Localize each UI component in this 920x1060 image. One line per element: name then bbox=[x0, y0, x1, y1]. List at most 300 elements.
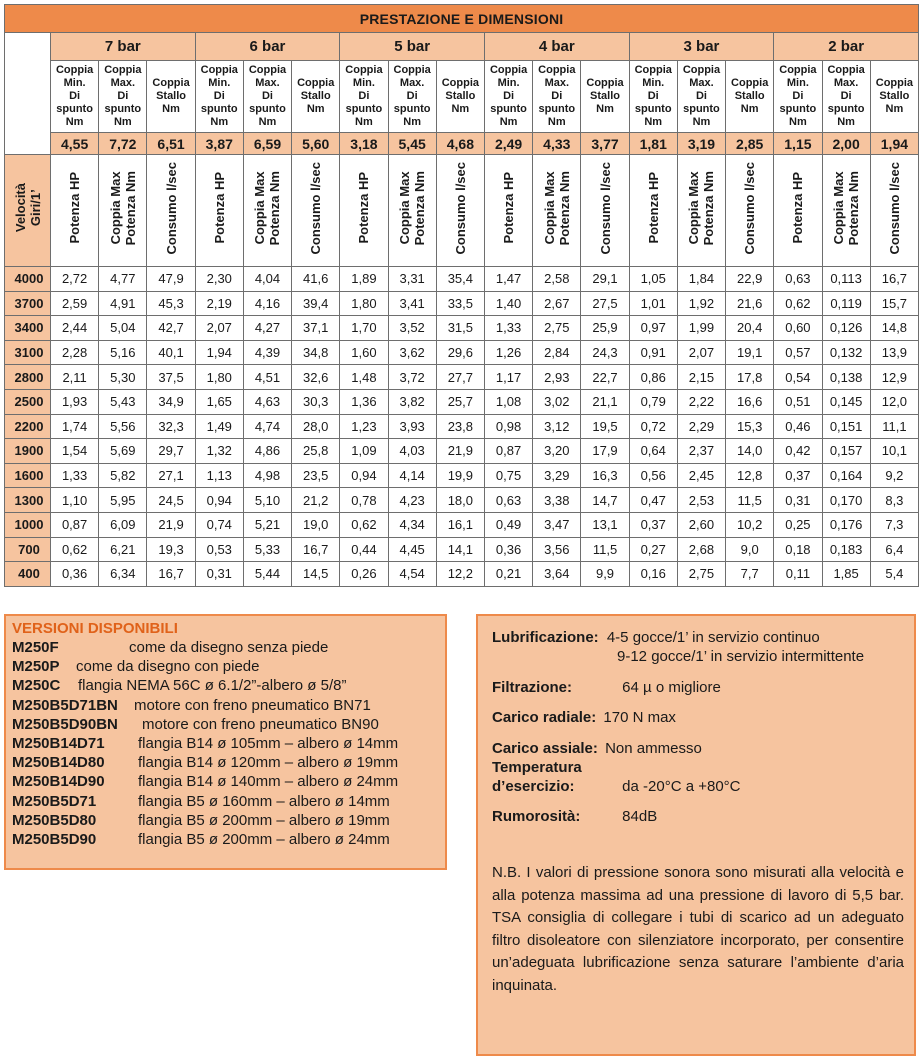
version-code: M250B14D90 bbox=[12, 773, 105, 791]
table-row bbox=[5, 389, 919, 414]
torque-label-header: Coppia Stallo Nm bbox=[436, 61, 484, 133]
column-header-text: Potenza HP bbox=[211, 172, 227, 244]
column-header bbox=[581, 155, 629, 267]
spec-value-carico-radiale: 170 N max bbox=[603, 709, 676, 726]
table-cell: 7,3 bbox=[870, 512, 918, 537]
table-cell: 1,92 bbox=[677, 291, 725, 316]
version-description: flangia NEMA 56C ø 6.1/2”-albero ø 5/8” bbox=[78, 677, 347, 695]
speed-value: 3400 bbox=[5, 316, 51, 341]
table-cell: 2,93 bbox=[533, 365, 581, 390]
table-cell: 11,5 bbox=[726, 488, 774, 513]
table-row bbox=[5, 316, 919, 341]
version-item bbox=[12, 676, 439, 695]
version-description: flangia B5 ø 200mm – albero ø 24mm bbox=[138, 831, 390, 849]
table-cell: 3,52 bbox=[388, 316, 436, 341]
table-cell: 31,5 bbox=[436, 316, 484, 341]
table-cell: 1,80 bbox=[195, 365, 243, 390]
table-cell: 0,63 bbox=[484, 488, 532, 513]
table-cell: 0,53 bbox=[195, 537, 243, 562]
table-cell: 19,0 bbox=[292, 512, 340, 537]
table-cell: 11,1 bbox=[870, 414, 918, 439]
spec-value-lubrificazione-continuo: 4-5 gocce/1’ in servizio continuo bbox=[606, 629, 820, 646]
table-cell: 1,09 bbox=[340, 439, 388, 464]
version-item bbox=[12, 811, 439, 830]
table-cell: 29,7 bbox=[147, 439, 195, 464]
column-header bbox=[484, 155, 532, 267]
table-cell: 19,9 bbox=[436, 463, 484, 488]
table-cell: 42,7 bbox=[147, 316, 195, 341]
table-cell: 0,145 bbox=[822, 389, 870, 414]
column-header bbox=[243, 155, 291, 267]
performance-table bbox=[4, 4, 919, 587]
table-cell: 1,84 bbox=[677, 267, 725, 292]
table-cell: 0,62 bbox=[51, 537, 99, 562]
table-cell: 13,1 bbox=[581, 512, 629, 537]
table-cell: 1,60 bbox=[340, 340, 388, 365]
table-cell: 30,3 bbox=[292, 389, 340, 414]
table-cell: 24,3 bbox=[581, 340, 629, 365]
table-cell: 0,25 bbox=[774, 512, 822, 537]
torque-value: 6,51 bbox=[147, 133, 195, 155]
torque-value: 2,49 bbox=[484, 133, 532, 155]
table-cell: 0,36 bbox=[484, 537, 532, 562]
table-cell: 0,31 bbox=[195, 562, 243, 587]
table-cell: 1,08 bbox=[484, 389, 532, 414]
table-cell: 1,26 bbox=[484, 340, 532, 365]
speed-value: 2200 bbox=[5, 414, 51, 439]
table-cell: 25,8 bbox=[292, 439, 340, 464]
column-header bbox=[195, 155, 243, 267]
table-cell: 29,1 bbox=[581, 267, 629, 292]
table-row bbox=[5, 512, 919, 537]
version-code: M250B5D71 bbox=[12, 792, 97, 810]
table-cell: 5,69 bbox=[99, 439, 147, 464]
version-code: M250B5D90BN bbox=[12, 715, 118, 733]
table-cell: 3,82 bbox=[388, 389, 436, 414]
table-cell: 1,48 bbox=[340, 365, 388, 390]
version-item bbox=[12, 715, 439, 734]
torque-value: 6,59 bbox=[243, 133, 291, 155]
version-description: motore con freno pneumatico BN71 bbox=[134, 696, 371, 714]
table-cell: 13,9 bbox=[870, 340, 918, 365]
table-cell: 0,91 bbox=[629, 340, 677, 365]
table-cell: 5,21 bbox=[243, 512, 291, 537]
table-cell: 4,45 bbox=[388, 537, 436, 562]
column-header bbox=[99, 155, 147, 267]
table-cell: 3,02 bbox=[533, 389, 581, 414]
table-cell: 1,93 bbox=[51, 389, 99, 414]
speed-value: 1600 bbox=[5, 463, 51, 488]
column-header bbox=[822, 155, 870, 267]
spec-label-lubrificazione: Lubrificazione: bbox=[492, 629, 599, 646]
table-cell: 1,49 bbox=[195, 414, 243, 439]
table-cell: 23,5 bbox=[292, 463, 340, 488]
table-cell: 4,98 bbox=[243, 463, 291, 488]
column-header-row bbox=[5, 155, 919, 267]
table-cell: 1,05 bbox=[629, 267, 677, 292]
table-cell: 23,8 bbox=[436, 414, 484, 439]
table-cell: 4,39 bbox=[243, 340, 291, 365]
table-cell: 0,64 bbox=[629, 439, 677, 464]
table-cell: 6,21 bbox=[99, 537, 147, 562]
table-cell: 2,60 bbox=[677, 512, 725, 537]
table-cell: 47,9 bbox=[147, 267, 195, 292]
table-cell: 1,54 bbox=[51, 439, 99, 464]
table-cell: 1,89 bbox=[340, 267, 388, 292]
table-row bbox=[5, 488, 919, 513]
table-cell: 5,4 bbox=[870, 562, 918, 587]
speed-header-text: Velocità Giri/1’ bbox=[12, 183, 43, 233]
pressure-header: 5 bar bbox=[340, 33, 485, 61]
table-cell: 1,85 bbox=[822, 562, 870, 587]
column-header-text: Coppia Max Potenza Nm bbox=[541, 170, 572, 246]
torque-label-header: Coppia Min. Di spunto Nm bbox=[340, 61, 388, 133]
table-cell: 4,03 bbox=[388, 439, 436, 464]
column-header-text: Coppia Max Potenza Nm bbox=[686, 170, 717, 246]
column-header-text: Potenza HP bbox=[645, 172, 661, 244]
spec-carico-radiale bbox=[492, 708, 900, 727]
table-cell: 3,62 bbox=[388, 340, 436, 365]
table-cell: 1,13 bbox=[195, 463, 243, 488]
table-cell: 3,72 bbox=[388, 365, 436, 390]
torque-label-header: Coppia Stallo Nm bbox=[870, 61, 918, 133]
table-cell: 17,8 bbox=[726, 365, 774, 390]
table-cell: 2,68 bbox=[677, 537, 725, 562]
table-cell: 0,75 bbox=[484, 463, 532, 488]
table-cell: 0,57 bbox=[774, 340, 822, 365]
table-cell: 0,42 bbox=[774, 439, 822, 464]
table-row bbox=[5, 291, 919, 316]
table-cell: 14,7 bbox=[581, 488, 629, 513]
version-code: M250B5D90 bbox=[12, 831, 97, 849]
table-cell: 0,49 bbox=[484, 512, 532, 537]
version-code: M250B5D80 bbox=[12, 811, 97, 829]
table-row bbox=[5, 439, 919, 464]
speed-value: 3100 bbox=[5, 340, 51, 365]
torque-label-header: Coppia Max. Di spunto Nm bbox=[822, 61, 870, 133]
spec-value-lubrificazione-intermittente: 9-12 gocce/1’ in servizio intermittente bbox=[617, 648, 865, 665]
torque-value: 3,77 bbox=[581, 133, 629, 155]
table-cell: 5,82 bbox=[99, 463, 147, 488]
table-cell: 0,27 bbox=[629, 537, 677, 562]
table-cell: 5,33 bbox=[243, 537, 291, 562]
torque-label-header: Coppia Min. Di spunto Nm bbox=[484, 61, 532, 133]
version-description: come da disegno senza piede bbox=[129, 639, 329, 656]
table-cell: 39,4 bbox=[292, 291, 340, 316]
torque-value: 5,45 bbox=[388, 133, 436, 155]
version-description: flangia B5 ø 160mm – albero ø 14mm bbox=[138, 792, 390, 810]
table-row bbox=[5, 340, 919, 365]
title-row bbox=[5, 5, 919, 33]
table-row bbox=[5, 414, 919, 439]
table-cell: 21,9 bbox=[147, 512, 195, 537]
version-item bbox=[12, 638, 439, 657]
table-cell: 0,62 bbox=[340, 512, 388, 537]
column-header-text: Consumo l/sec bbox=[308, 161, 324, 255]
torque-value: 4,33 bbox=[533, 133, 581, 155]
table-cell: 27,1 bbox=[147, 463, 195, 488]
table-cell: 2,44 bbox=[51, 316, 99, 341]
table-cell: 35,4 bbox=[436, 267, 484, 292]
table-cell: 3,29 bbox=[533, 463, 581, 488]
table-cell: 5,43 bbox=[99, 389, 147, 414]
table-cell: 9,0 bbox=[726, 537, 774, 562]
table-cell: 1,10 bbox=[51, 488, 99, 513]
torque-value: 2,85 bbox=[726, 133, 774, 155]
table-cell: 0,46 bbox=[774, 414, 822, 439]
table-cell: 16,7 bbox=[147, 562, 195, 587]
table-cell: 0,62 bbox=[774, 291, 822, 316]
column-header bbox=[51, 155, 99, 267]
table-cell: 1,40 bbox=[484, 291, 532, 316]
version-description: flangia B14 ø 140mm – albero ø 24mm bbox=[138, 773, 399, 791]
torque-value: 5,60 bbox=[292, 133, 340, 155]
table-cell: 15,7 bbox=[870, 291, 918, 316]
version-code: M250P bbox=[12, 658, 60, 676]
specs-box bbox=[476, 614, 916, 1056]
table-cell: 25,7 bbox=[436, 389, 484, 414]
table-cell: 34,8 bbox=[292, 340, 340, 365]
table-cell: 4,91 bbox=[99, 291, 147, 316]
pressure-header: 6 bar bbox=[195, 33, 340, 61]
speed-value: 400 bbox=[5, 562, 51, 587]
table-cell: 2,67 bbox=[533, 291, 581, 316]
table-cell: 0,21 bbox=[484, 562, 532, 587]
table-row bbox=[5, 562, 919, 587]
spec-label-rumorosita: Rumorosità: bbox=[492, 808, 581, 825]
torque-label-header: Coppia Max. Di spunto Nm bbox=[243, 61, 291, 133]
table-cell: 4,27 bbox=[243, 316, 291, 341]
column-header bbox=[629, 155, 677, 267]
table-cell: 16,7 bbox=[870, 267, 918, 292]
table-cell: 0,94 bbox=[340, 463, 388, 488]
table-cell: 17,9 bbox=[581, 439, 629, 464]
table-cell: 0,151 bbox=[822, 414, 870, 439]
column-header bbox=[533, 155, 581, 267]
torque-label-header: Coppia Max. Di spunto Nm bbox=[388, 61, 436, 133]
table-cell: 32,3 bbox=[147, 414, 195, 439]
column-header bbox=[340, 155, 388, 267]
spec-temperatura-line2 bbox=[492, 777, 900, 796]
table-cell: 6,09 bbox=[99, 512, 147, 537]
table-cell: 0,60 bbox=[774, 316, 822, 341]
table-cell: 4,63 bbox=[243, 389, 291, 414]
pressure-row bbox=[5, 33, 919, 61]
table-cell: 32,6 bbox=[292, 365, 340, 390]
table-cell: 5,56 bbox=[99, 414, 147, 439]
table-cell: 16,3 bbox=[581, 463, 629, 488]
table-cell: 0,51 bbox=[774, 389, 822, 414]
table-cell: 1,32 bbox=[195, 439, 243, 464]
torque-value: 3,18 bbox=[340, 133, 388, 155]
speed-value: 700 bbox=[5, 537, 51, 562]
torque-value: 1,15 bbox=[774, 133, 822, 155]
table-cell: 21,6 bbox=[726, 291, 774, 316]
column-header bbox=[870, 155, 918, 267]
table-cell: 2,07 bbox=[195, 316, 243, 341]
spec-label-carico-radiale: Carico radiale: bbox=[492, 709, 597, 726]
table-cell: 0,31 bbox=[774, 488, 822, 513]
table-cell: 0,78 bbox=[340, 488, 388, 513]
speed-value: 1900 bbox=[5, 439, 51, 464]
versions-title: VERSIONI DISPONIBILI bbox=[12, 620, 178, 637]
speed-value: 4000 bbox=[5, 267, 51, 292]
speed-value: 1000 bbox=[5, 512, 51, 537]
version-description: motore con freno pneumatico BN90 bbox=[142, 715, 379, 733]
table-cell: 3,64 bbox=[533, 562, 581, 587]
table-cell: 18,0 bbox=[436, 488, 484, 513]
table-cell: 3,41 bbox=[388, 291, 436, 316]
table-cell: 22,7 bbox=[581, 365, 629, 390]
column-header-text: Potenza HP bbox=[790, 172, 806, 244]
table-cell: 5,95 bbox=[99, 488, 147, 513]
version-item bbox=[12, 657, 439, 676]
spec-filtrazione bbox=[492, 678, 900, 697]
table-cell: 4,23 bbox=[388, 488, 436, 513]
table-title: PRESTAZIONE E DIMENSIONI bbox=[5, 5, 919, 33]
spec-carico-assiale bbox=[492, 739, 900, 758]
spec-label-carico-assiale: Carico assiale: bbox=[492, 740, 598, 757]
column-header-text: Coppia Max Potenza Nm bbox=[397, 170, 428, 246]
table-cell: 2,72 bbox=[51, 267, 99, 292]
table-cell: 33,5 bbox=[436, 291, 484, 316]
table-cell: 3,56 bbox=[533, 537, 581, 562]
torque-label-header: Coppia Min. Di spunto Nm bbox=[195, 61, 243, 133]
table-cell: 14,8 bbox=[870, 316, 918, 341]
table-cell: 0,94 bbox=[195, 488, 243, 513]
pressure-header: 3 bar bbox=[629, 33, 774, 61]
table-cell: 15,3 bbox=[726, 414, 774, 439]
table-cell: 7,7 bbox=[726, 562, 774, 587]
torque-value: 1,94 bbox=[870, 133, 918, 155]
table-cell: 1,94 bbox=[195, 340, 243, 365]
torque-label-row bbox=[5, 61, 919, 133]
table-cell: 0,126 bbox=[822, 316, 870, 341]
table-cell: 0,157 bbox=[822, 439, 870, 464]
version-code: M250B14D71 bbox=[12, 735, 105, 753]
column-header bbox=[726, 155, 774, 267]
table-cell: 21,2 bbox=[292, 488, 340, 513]
version-item bbox=[12, 734, 439, 753]
torque-value: 2,00 bbox=[822, 133, 870, 155]
table-cell: 0,16 bbox=[629, 562, 677, 587]
table-cell: 24,5 bbox=[147, 488, 195, 513]
table-cell: 0,37 bbox=[629, 512, 677, 537]
table-cell: 9,2 bbox=[870, 463, 918, 488]
table-cell: 1,33 bbox=[484, 316, 532, 341]
table-cell: 0,47 bbox=[629, 488, 677, 513]
table-cell: 4,16 bbox=[243, 291, 291, 316]
torque-label-header: Coppia Min. Di spunto Nm bbox=[51, 61, 99, 133]
table-cell: 5,04 bbox=[99, 316, 147, 341]
table-cell: 3,47 bbox=[533, 512, 581, 537]
spec-temperatura bbox=[492, 758, 900, 777]
table-cell: 3,38 bbox=[533, 488, 581, 513]
column-header-text: Potenza HP bbox=[356, 172, 372, 244]
spec-value-filtrazione: 64 µ o migliore bbox=[622, 679, 721, 696]
table-cell: 40,1 bbox=[147, 340, 195, 365]
table-cell: 21,1 bbox=[581, 389, 629, 414]
table-cell: 0,37 bbox=[774, 463, 822, 488]
column-header-text: Potenza HP bbox=[501, 172, 517, 244]
table-cell: 1,01 bbox=[629, 291, 677, 316]
table-cell: 4,14 bbox=[388, 463, 436, 488]
spec-value-rumorosita: 84dB bbox=[622, 808, 658, 825]
table-cell: 14,1 bbox=[436, 537, 484, 562]
table-cell: 1,70 bbox=[340, 316, 388, 341]
table-cell: 9,9 bbox=[581, 562, 629, 587]
table-cell: 22,9 bbox=[726, 267, 774, 292]
torque-label-header: Coppia Stallo Nm bbox=[581, 61, 629, 133]
torque-label-header: Coppia Min. Di spunto Nm bbox=[629, 61, 677, 133]
table-cell: 0,63 bbox=[774, 267, 822, 292]
table-cell: 2,53 bbox=[677, 488, 725, 513]
table-cell: 6,34 bbox=[99, 562, 147, 587]
speed-value: 2500 bbox=[5, 389, 51, 414]
table-cell: 37,5 bbox=[147, 365, 195, 390]
table-cell: 2,84 bbox=[533, 340, 581, 365]
spec-label-esercizio: d’esercizio: bbox=[492, 778, 575, 795]
torque-value: 4,68 bbox=[436, 133, 484, 155]
table-cell: 2,75 bbox=[533, 316, 581, 341]
table-row bbox=[5, 463, 919, 488]
table-cell: 2,28 bbox=[51, 340, 99, 365]
table-row bbox=[5, 537, 919, 562]
torque-label-header: Coppia Max. Di spunto Nm bbox=[677, 61, 725, 133]
table-cell: 2,75 bbox=[677, 562, 725, 587]
table-cell: 2,22 bbox=[677, 389, 725, 414]
table-cell: 0,79 bbox=[629, 389, 677, 414]
torque-value: 7,72 bbox=[99, 133, 147, 155]
torque-label-header: Coppia Max. Di spunto Nm bbox=[533, 61, 581, 133]
column-header bbox=[147, 155, 195, 267]
table-cell: 0,56 bbox=[629, 463, 677, 488]
table-cell: 1,65 bbox=[195, 389, 243, 414]
spec-lubrificazione-line2 bbox=[492, 647, 900, 666]
table-cell: 0,183 bbox=[822, 537, 870, 562]
spec-lubrificazione bbox=[492, 628, 900, 647]
version-code: M250C bbox=[12, 677, 61, 695]
column-header bbox=[436, 155, 484, 267]
pressure-header: 7 bar bbox=[51, 33, 196, 61]
table-cell: 3,93 bbox=[388, 414, 436, 439]
column-header bbox=[388, 155, 436, 267]
speed-value: 1300 bbox=[5, 488, 51, 513]
table-cell: 2,59 bbox=[51, 291, 99, 316]
table-cell: 4,34 bbox=[388, 512, 436, 537]
table-cell: 3,31 bbox=[388, 267, 436, 292]
spec-value-temperatura: da -20°C a +80°C bbox=[622, 778, 741, 795]
table-cell: 2,19 bbox=[195, 291, 243, 316]
table-cell: 11,5 bbox=[581, 537, 629, 562]
table-cell: 12,0 bbox=[870, 389, 918, 414]
torque-label-header: Coppia Min. Di spunto Nm bbox=[774, 61, 822, 133]
table-cell: 19,3 bbox=[147, 537, 195, 562]
spec-label-filtrazione: Filtrazione: bbox=[492, 679, 573, 696]
table-cell: 2,58 bbox=[533, 267, 581, 292]
torque-value: 4,55 bbox=[51, 133, 99, 155]
performance-table-wrapper bbox=[4, 4, 918, 587]
table-cell: 20,4 bbox=[726, 316, 774, 341]
table-cell: 0,18 bbox=[774, 537, 822, 562]
table-cell: 34,9 bbox=[147, 389, 195, 414]
table-cell: 27,7 bbox=[436, 365, 484, 390]
table-cell: 16,6 bbox=[726, 389, 774, 414]
table-cell: 2,37 bbox=[677, 439, 725, 464]
table-cell: 4,74 bbox=[243, 414, 291, 439]
table-cell: 1,36 bbox=[340, 389, 388, 414]
table-cell: 1,80 bbox=[340, 291, 388, 316]
